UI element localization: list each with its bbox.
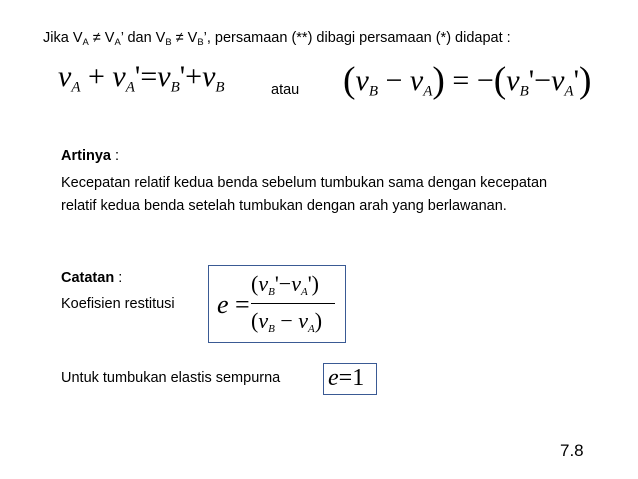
var-v: v xyxy=(202,60,216,93)
koefisien-label: Koefisien restitusi xyxy=(61,296,175,312)
elastic-equation-box xyxy=(323,363,377,395)
prime: ' xyxy=(573,64,579,97)
restitution-numerator xyxy=(251,271,319,298)
subscript: B xyxy=(368,83,378,100)
var-v: v xyxy=(551,64,565,97)
subscript: B xyxy=(268,322,275,335)
subscript: B xyxy=(268,285,275,298)
intro-part: ≠ V xyxy=(171,30,198,46)
operator: '+ xyxy=(179,60,203,93)
subscript: B xyxy=(197,35,204,47)
page-number: 7.8 xyxy=(560,441,584,460)
operator: = − xyxy=(452,64,494,97)
var-v: v xyxy=(258,271,269,296)
subscript: A xyxy=(82,35,89,47)
var-v: v xyxy=(112,60,126,93)
var-v: v xyxy=(157,60,171,93)
artinya-line-2: relatif kedua benda setelah tumbukan dengan arah yang berlawanan. xyxy=(61,198,507,214)
subscript: B xyxy=(519,83,529,100)
intro-part: ’ dan V xyxy=(120,30,166,46)
paren: ( xyxy=(251,308,259,333)
equation-velocity-sum xyxy=(58,60,225,96)
operator: + xyxy=(88,60,105,93)
paren: ) xyxy=(432,60,445,101)
restitution-lhs xyxy=(217,290,250,320)
var-v: v xyxy=(58,60,72,93)
restitution-equation-box xyxy=(208,265,346,343)
subscript: A xyxy=(300,285,308,298)
subscript: A xyxy=(423,83,433,100)
var-v: v xyxy=(506,64,520,97)
operator: = xyxy=(235,290,250,319)
var-v: v xyxy=(291,271,301,296)
var-v: v xyxy=(409,64,424,97)
operator: = xyxy=(338,365,353,391)
artinya-label: Artinya xyxy=(61,148,111,164)
elastic-equation xyxy=(328,365,364,392)
catatan-label: Catatan xyxy=(61,270,115,286)
subscript: A xyxy=(564,83,574,100)
subscript: A xyxy=(114,35,121,47)
paren: ( xyxy=(493,60,507,101)
operator: − xyxy=(280,308,293,333)
subscript: A xyxy=(308,322,315,335)
operator: '− xyxy=(274,271,292,296)
intro-part: ≠ V xyxy=(88,30,115,46)
artinya-heading xyxy=(61,148,119,164)
restitution-denominator xyxy=(251,308,322,335)
catatan-heading xyxy=(61,270,122,286)
subscript: B xyxy=(165,35,172,47)
var-v: v xyxy=(298,308,309,333)
artinya-line-1: Kecepatan relatif kedua benda sebelum tumbukan sama dengan kecepatan xyxy=(61,175,548,191)
subscript: B xyxy=(215,79,225,96)
atau-label: atau xyxy=(271,82,300,98)
paren: ( xyxy=(251,271,259,296)
paren: ) xyxy=(311,271,319,296)
value-one: 1 xyxy=(352,365,365,391)
intro-part: ’, persamaan (**) dibagi persamaan (*) didapat : xyxy=(203,30,511,46)
var-e: e xyxy=(328,365,339,391)
colon: : xyxy=(114,270,123,286)
prime: ' xyxy=(307,271,312,296)
subscript: A xyxy=(71,79,81,96)
operator: − xyxy=(385,64,403,97)
fraction-bar xyxy=(251,303,335,304)
colon: : xyxy=(110,148,120,164)
subscript: B xyxy=(170,79,180,96)
paren: ) xyxy=(579,60,592,101)
elastic-text: Untuk tumbukan elastis sempurna xyxy=(61,370,281,386)
paren: ( xyxy=(343,60,356,101)
intro-text xyxy=(43,30,511,47)
intro-part: Jika V xyxy=(43,30,83,46)
operator: '− xyxy=(528,64,552,97)
var-e: e xyxy=(217,290,229,319)
operator: '= xyxy=(134,60,158,93)
equation-relative-velocity xyxy=(343,57,592,100)
paren: ) xyxy=(314,308,323,333)
var-v: v xyxy=(258,308,269,333)
var-v: v xyxy=(355,64,369,97)
subscript: A xyxy=(125,79,135,96)
